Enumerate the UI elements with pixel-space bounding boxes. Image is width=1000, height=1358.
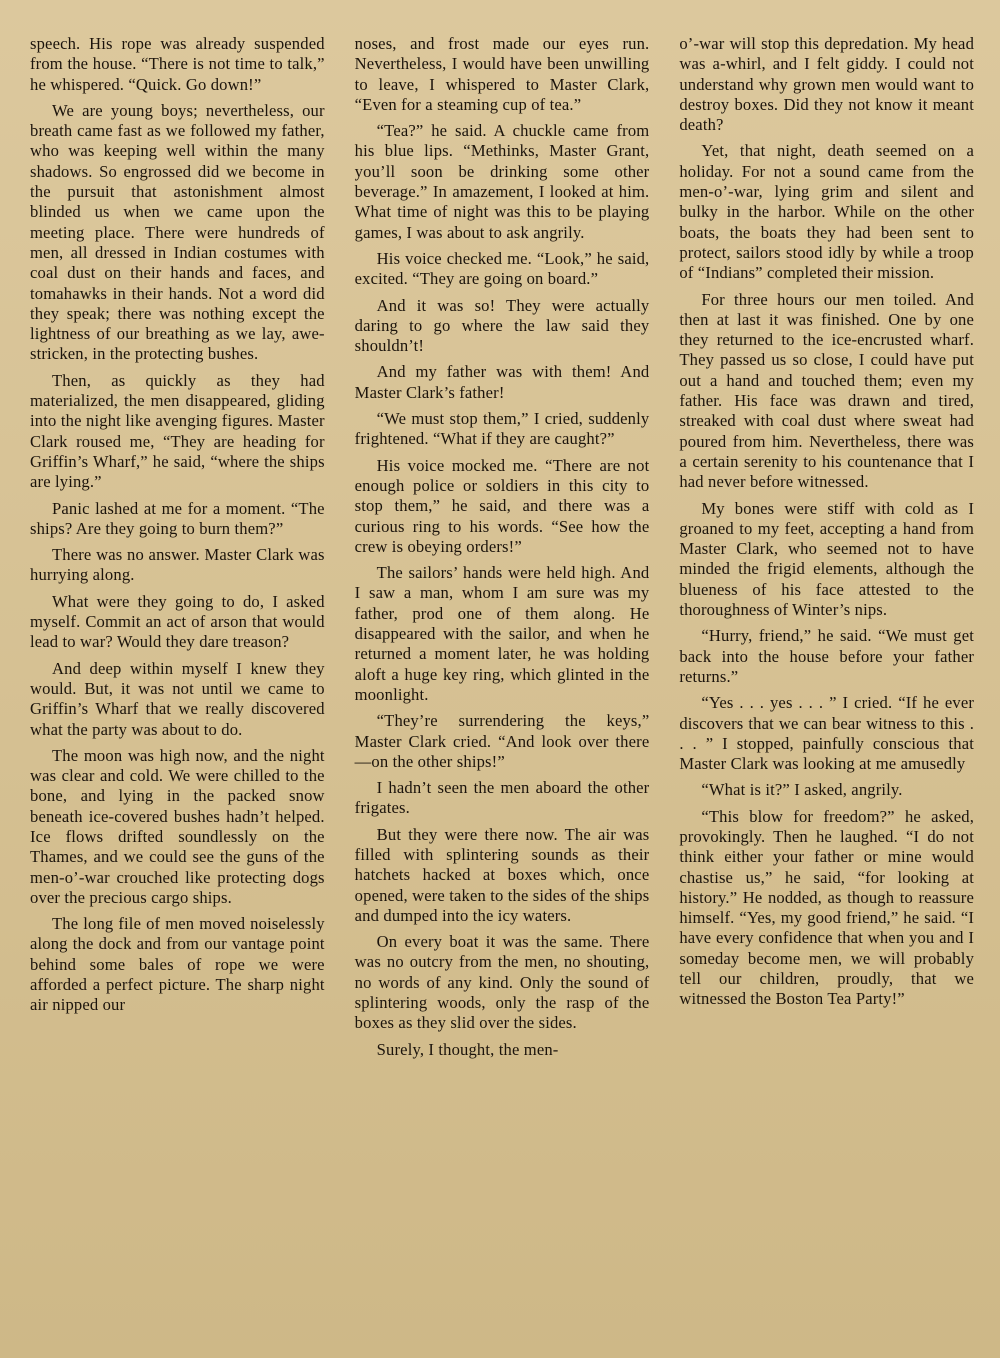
paragraph: What were they going to do, I asked myself. Commit an act of arson that would lead to war? Would they dare treason? (30, 591, 325, 652)
paragraph: noses, and frost made our eyes run. Nevertheless, I would have been unwilling to leave, I whispered to Master Clark, “Even for a steaming cup of tea.” (354, 34, 650, 114)
paragraph: His voice mocked me. “There are not enough police or soldiers in this city to stop them,” he said, and there was a curious ring to his words. “See how the crew is obeying orders!” (354, 455, 650, 556)
paragraph: I hadn’t seen the men aboard the other frigates. (354, 778, 650, 818)
paragraph: Yet, that night, death seemed on a holiday. For not a sound came from the men-o’-war, lying grim and silent and bulky in the harbor. While on the other boats, the boats they had been sent to protect, sailors stood idly by while a troop of “Indians” completed their mission. (679, 141, 975, 283)
paragraph: We are young boys; nevertheless, our breath came fast as we followed my father, who was keeping well within the many shadows. So engrossed did we become in the pursuit that astonishment almost blinded us when we came upon the meeting place. There were hundreds of men, all dressed in Indian costumes with coal dust on their hands and faces, and tomahawks in their hands. Not a word did they speak; there was nothing except the lightness of our breathing as we lay, awe-stricken, in the protecting bushes. (30, 100, 325, 364)
paragraph: For three hours our men toiled. And then at last it was finished. One by one they returned to the ice-encrusted wharf. They passed us so close, I could have put out a hand and touched them; even my father. His face was drawn and tired, streaked with coal dust where sweat had poured from him. Nevertheless, there was a certain serenity to his countenance that I had never before witnessed. (679, 289, 975, 492)
paragraph: “They’re surrendering the keys,” Master Clark cried. “And look over there—on the other ships!” (354, 711, 650, 771)
paragraph: Surely, I thought, the men- (376, 1039, 559, 1059)
paragraph: The long file of men moved noiselessly along the dock and from our vantage point behind some bales of rope we were afforded a perfect picture. The sharp night air nipped our (30, 914, 325, 1015)
paragraph: o’-war will stop this depredation. My head was a-whirl, and I felt giddy. I could not understand why grown men would want to destroy boxes. Did they not know it meant death? (679, 34, 975, 135)
paragraph: Then, as quickly as they had materialized, the men disappeared, gliding into the night like avenging figures. Master Clark roused me, “They are heading for Griffin’s Wharf,” he said, “where the ships are lying.” (30, 370, 325, 492)
text-column-3 (679, 34, 974, 1338)
paragraph: His voice checked me. “Look,” he said, excited. “They are going on board.” (354, 248, 650, 289)
paragraph: And deep within myself I knew they would. But, it was not until we came to Griffin’s Wharf that we really discovered what the party was about to do. (30, 658, 325, 739)
paragraph: speech. His rope was already suspended from the house. “There is not time to talk,” he whispered. “Quick. Go down!” (30, 34, 325, 94)
paragraph: “This blow for freedom?” he asked, provokingly. Then he laughed. “I do not think either your father or mine would chastise us,” he said, “for looking at history.” He nodded, as though to reassure himself. “Yes, my good friend,” he said. “I have every confidence that when you and I someday become men, we will probably tell our children, proudly, that we witnessed the Boston Tea Party!” (679, 806, 975, 1009)
text-column-1 (30, 34, 325, 1338)
paragraph: “Yes . . . yes . . . ” I cried. “If he ever discovers that we can bear witness to this . . . ” I stopped, painfully conscious that Master Clark was looking at me amusedly (679, 693, 975, 774)
paragraph: The sailors’ hands were held high. And I saw a man, whom I am sure was my father, prod one of them along. He disappeared with the sailor, and when he returned a moment later, he was holding aloft a huge key ring, which glinted in the moonlight. (354, 563, 650, 704)
paragraph: And it was so! They were actually daring to go where the law said they shouldn’t! (354, 295, 650, 356)
paragraph: But they were there now. The air was filled with splintering sounds as their hatchets hacked at boxes which, once opened, were taken to the sides of the ships and dumped into the icy waters. (354, 824, 650, 925)
paragraph: My bones were stiff with cold as I groaned to my feet, accepting a hand from Master Clark, who seemed not to have minded the frigid elements, although the blueness of his face attested to the thoroughness of Winter’s nips. (679, 498, 975, 620)
paragraph: “What is it?” I asked, angrily. (701, 780, 903, 800)
paragraph: And my father was with them! And Master Clark’s father! (354, 362, 650, 402)
paragraph: On every boat it was the same. There was no outcry from the men, no shouting, no words of any kind. Only the sound of splintering woods, only the rasp of the boxes as they slid over the sides. (354, 932, 650, 1033)
paragraph: Panic lashed at me for a moment. “The ships? Are they going to burn them?” (30, 498, 325, 538)
paragraph: “Tea?” he said. A chuckle came from his blue lips. “Methinks, Master Grant, you’ll soon be drinking some other beverage.” In amazement, I looked at him. What time of night was this to be playing games, I was about to ask angrily. (354, 121, 650, 242)
paragraph: The moon was high now, and the night was clear and cold. We were chilled to the bone, and lying in the packed snow beneath ice-covered bushes hadn’t helped. Ice flows drifted soundlessly on the Thames, and we could see the guns of the men-o’-war crouched like protecting dogs over the precious cargo ships. (30, 745, 325, 907)
paragraph: There was no answer. Master Clark was hurrying along. (30, 545, 325, 585)
text-column-2 (355, 34, 650, 1338)
paragraph: “We must stop them,” I cried, suddenly frightened. “What if they are caught?” (354, 409, 650, 449)
paragraph: “Hurry, friend,” he said. “We must get back into the house before your father returns.” (679, 626, 975, 686)
